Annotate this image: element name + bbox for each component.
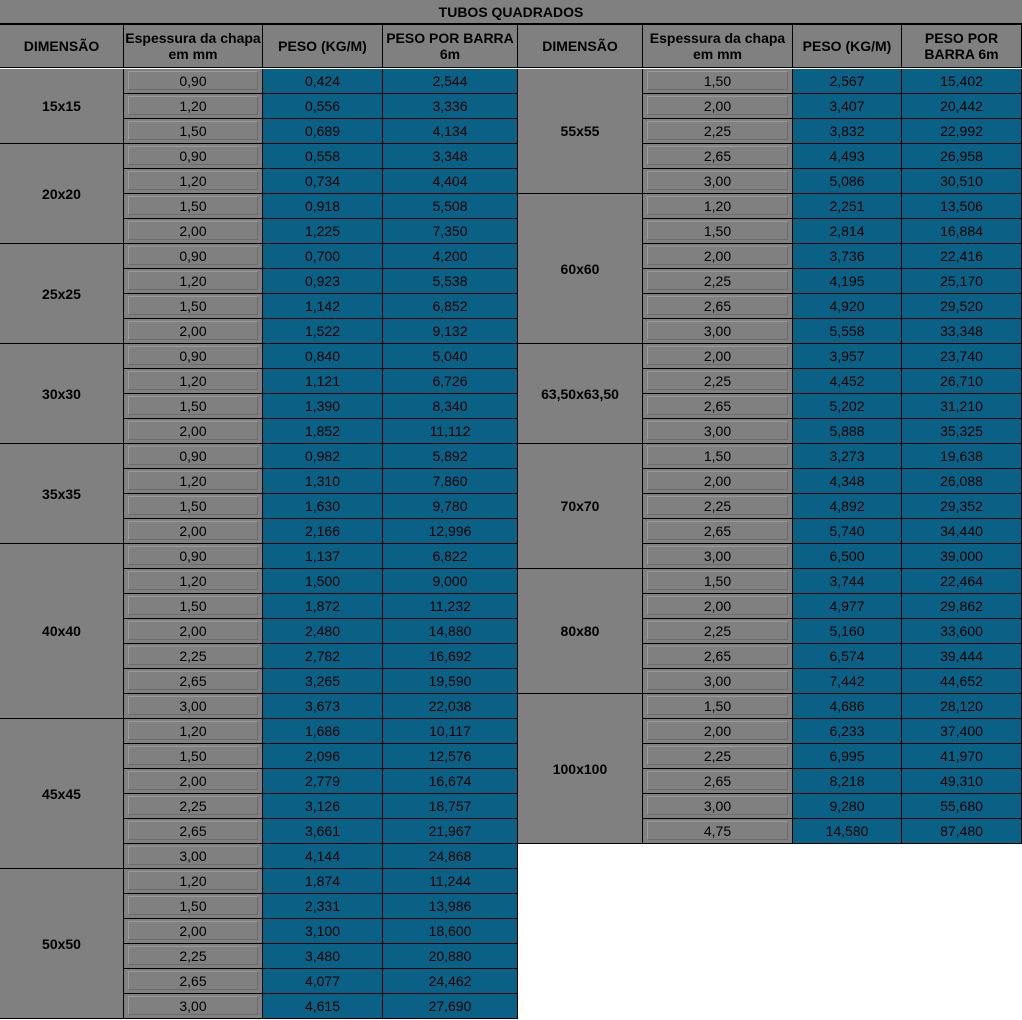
right-espessura-header: Espessura da chapa em mm — [643, 24, 793, 68]
peso-kg-m-cell: 6,995 — [793, 744, 902, 769]
espessura-value: 1,50 — [179, 123, 207, 139]
peso-barra-cell: 33,348 — [902, 319, 1022, 344]
peso-barra-cell: 37,400 — [902, 719, 1022, 744]
espessura-value: 1,50 — [179, 198, 207, 214]
peso-barra-cell: 4,134 — [383, 119, 518, 144]
espessura-value: 0,90 — [179, 548, 207, 564]
peso-kg-m-cell: 2,331 — [263, 894, 383, 919]
espessura-cell — [124, 394, 263, 419]
espessura-value: 1,20 — [179, 873, 207, 889]
dimension-cell: 60x60 — [518, 194, 643, 344]
espessura-cell — [643, 469, 793, 494]
espessura-value: 2,25 — [703, 273, 732, 289]
peso-kg-m-cell: 3,957 — [793, 344, 902, 369]
espessura-value: 2,00 — [179, 773, 207, 789]
espessura-value: 0,90 — [179, 73, 207, 89]
espessura-cell — [124, 969, 263, 994]
espessura-value: 2,00 — [179, 223, 207, 239]
espessura-value: 2,65 — [179, 673, 207, 689]
espessura-cell — [643, 69, 793, 94]
espessura-value: 1,20 — [179, 273, 207, 289]
peso-kg-m-cell: 4,195 — [793, 269, 902, 294]
peso-kg-m-cell: 0,923 — [263, 269, 383, 294]
peso-barra-cell: 26,958 — [902, 144, 1022, 169]
peso-kg-m-cell: 5,160 — [793, 619, 902, 644]
peso-barra-cell: 7,860 — [383, 469, 518, 494]
espessura-cell — [643, 419, 793, 444]
espessura-cell — [643, 144, 793, 169]
espessura-cell — [643, 744, 793, 769]
espessura-value: 2,65 — [179, 973, 207, 989]
peso-kg-m-cell: 8,218 — [793, 769, 902, 794]
espessura-cell — [124, 444, 263, 469]
espessura-cell — [643, 819, 793, 844]
espessura-cell — [643, 194, 793, 219]
peso-barra-cell: 34,440 — [902, 519, 1022, 544]
espessura-value: 1,20 — [179, 723, 207, 739]
espessura-value: 3,00 — [703, 798, 732, 814]
espessura-cell — [124, 769, 263, 794]
peso-kg-m-cell: 4,077 — [263, 969, 383, 994]
peso-kg-m-cell: 2,096 — [263, 744, 383, 769]
peso-barra-cell: 49,310 — [902, 769, 1022, 794]
espessura-cell — [643, 344, 793, 369]
espessura-value: 2,65 — [703, 648, 732, 664]
peso-kg-m-cell: 1,121 — [263, 369, 383, 394]
peso-barra-cell: 12,576 — [383, 744, 518, 769]
espessura-cell — [643, 719, 793, 744]
espessura-value: 2,65 — [703, 298, 732, 314]
espessura-value: 1,20 — [179, 473, 207, 489]
espessura-value: 2,65 — [703, 398, 732, 414]
espessura-cell — [124, 369, 263, 394]
espessura-value: 2,65 — [179, 823, 207, 839]
peso-barra-cell: 3,336 — [383, 94, 518, 119]
peso-kg-m-cell: 1,630 — [263, 494, 383, 519]
espessura-value: 0,90 — [179, 348, 207, 364]
peso-barra-cell: 28,120 — [902, 694, 1022, 719]
peso-kg-m-cell: 4,892 — [793, 494, 902, 519]
espessura-value: 3,00 — [703, 423, 732, 439]
espessura-value: 2,00 — [703, 348, 732, 364]
peso-barra-cell: 10,117 — [383, 719, 518, 744]
espessura-value: 3,00 — [703, 323, 732, 339]
espessura-cell — [124, 344, 263, 369]
left-espessura-header: Espessura da chapa em mm — [124, 24, 263, 68]
peso-kg-m-cell: 5,086 — [793, 169, 902, 194]
dimension-cell: 45x45 — [0, 719, 124, 869]
peso-kg-m-cell: 0,982 — [263, 444, 383, 469]
espessura-value: 1,50 — [703, 223, 732, 239]
peso-barra-cell: 5,508 — [383, 194, 518, 219]
espessura-cell — [643, 569, 793, 594]
espessura-cell — [643, 644, 793, 669]
left-dimensao-header: DIMENSÃO — [0, 24, 124, 68]
peso-kg-m-cell: 1,874 — [263, 869, 383, 894]
espessura-value: 1,20 — [703, 198, 732, 214]
espessura-value: 1,50 — [179, 748, 207, 764]
dimension-cell: 50x50 — [0, 869, 124, 1019]
espessura-cell — [124, 519, 263, 544]
peso-barra-cell: 33,600 — [902, 619, 1022, 644]
peso-kg-m-cell: 5,740 — [793, 519, 902, 544]
peso-kg-m-cell: 4,144 — [263, 844, 383, 869]
peso-barra-cell: 3,348 — [383, 144, 518, 169]
peso-kg-m-cell: 14,580 — [793, 819, 902, 844]
peso-barra-cell: 23,740 — [902, 344, 1022, 369]
peso-barra-cell: 22,992 — [902, 119, 1022, 144]
espessura-value: 4,75 — [703, 823, 732, 839]
peso-kg-m-cell: 3,744 — [793, 569, 902, 594]
dimension-cell: 15x15 — [0, 69, 124, 144]
espessura-value: 3,00 — [703, 548, 732, 564]
peso-barra-cell: 87,480 — [902, 819, 1022, 844]
peso-barra-cell: 41,970 — [902, 744, 1022, 769]
espessura-cell — [643, 294, 793, 319]
espessura-cell — [124, 69, 263, 94]
peso-barra-cell: 11,232 — [383, 594, 518, 619]
peso-kg-m-cell: 0,558 — [263, 144, 383, 169]
peso-kg-m-cell: 2,166 — [263, 519, 383, 544]
espessura-cell — [124, 419, 263, 444]
left-peso-barra-header: PESO POR BARRA 6m — [383, 24, 518, 68]
espessura-cell — [643, 669, 793, 694]
peso-kg-m-cell: 0,918 — [263, 194, 383, 219]
dimension-cell: 30x30 — [0, 344, 124, 444]
espessura-value: 2,65 — [703, 148, 732, 164]
espessura-cell — [643, 594, 793, 619]
espessura-value: 2,25 — [179, 798, 207, 814]
espessura-value: 1,50 — [179, 598, 207, 614]
espessura-cell — [643, 619, 793, 644]
espessura-cell — [124, 919, 263, 944]
peso-barra-cell: 2,544 — [383, 69, 518, 94]
peso-kg-m-cell: 3,100 — [263, 919, 383, 944]
espessura-cell — [124, 844, 263, 869]
peso-kg-m-cell: 2,567 — [793, 69, 902, 94]
peso-barra-cell: 5,892 — [383, 444, 518, 469]
espessura-cell — [643, 444, 793, 469]
peso-kg-m-cell: 5,888 — [793, 419, 902, 444]
espessura-value: 0,90 — [179, 148, 207, 164]
espessura-value: 3,00 — [179, 998, 207, 1014]
espessura-cell — [124, 319, 263, 344]
dimension-cell: 35x35 — [0, 444, 124, 544]
espessura-cell — [124, 994, 263, 1019]
peso-kg-m-cell: 0,424 — [263, 69, 383, 94]
espessura-value: 2,00 — [703, 248, 732, 264]
espessura-value: 1,20 — [179, 173, 207, 189]
peso-barra-cell: 39,444 — [902, 644, 1022, 669]
peso-barra-cell: 29,352 — [902, 494, 1022, 519]
espessura-cell — [124, 819, 263, 844]
espessura-value: 1,50 — [703, 448, 732, 464]
espessura-value: 1,20 — [179, 98, 207, 114]
peso-kg-m-cell: 4,493 — [793, 144, 902, 169]
peso-barra-cell: 5,040 — [383, 344, 518, 369]
peso-kg-m-cell: 4,920 — [793, 294, 902, 319]
peso-barra-cell: 22,038 — [383, 694, 518, 719]
peso-kg-m-cell: 0,734 — [263, 169, 383, 194]
espessura-value: 1,50 — [703, 698, 732, 714]
peso-kg-m-cell: 3,265 — [263, 669, 383, 694]
dimension-cell: 25x25 — [0, 244, 124, 344]
espessura-value: 1,50 — [179, 398, 207, 414]
espessura-value: 2,25 — [703, 498, 732, 514]
peso-barra-cell: 21,967 — [383, 819, 518, 844]
espessura-cell — [124, 719, 263, 744]
peso-kg-m-cell: 2,779 — [263, 769, 383, 794]
peso-kg-m-cell: 1,872 — [263, 594, 383, 619]
peso-barra-cell: 24,868 — [383, 844, 518, 869]
peso-kg-m-cell: 2,814 — [793, 219, 902, 244]
espessura-value: 0,90 — [179, 448, 207, 464]
peso-kg-m-cell: 5,202 — [793, 394, 902, 419]
peso-barra-cell: 12,996 — [383, 519, 518, 544]
peso-barra-cell: 16,884 — [902, 219, 1022, 244]
table-title: TUBOS QUADRADOS — [0, 0, 1022, 24]
espessura-cell — [643, 544, 793, 569]
peso-kg-m-cell: 3,480 — [263, 944, 383, 969]
espessura-cell — [643, 494, 793, 519]
espessura-value: 2,25 — [703, 623, 732, 639]
peso-barra-cell: 5,538 — [383, 269, 518, 294]
espessura-cell — [124, 169, 263, 194]
peso-kg-m-cell: 6,574 — [793, 644, 902, 669]
peso-barra-cell: 4,404 — [383, 169, 518, 194]
espessura-cell — [643, 519, 793, 544]
espessura-cell — [124, 619, 263, 644]
espessura-value: 1,50 — [703, 73, 732, 89]
espessura-value: 2,00 — [179, 323, 207, 339]
espessura-value: 2,25 — [703, 373, 732, 389]
espessura-value: 1,50 — [703, 573, 732, 589]
peso-kg-m-cell: 3,673 — [263, 694, 383, 719]
espessura-value: 2,25 — [179, 648, 207, 664]
peso-barra-cell: 9,000 — [383, 569, 518, 594]
espessura-cell — [643, 219, 793, 244]
peso-barra-cell: 16,674 — [383, 769, 518, 794]
espessura-value: 1,50 — [179, 298, 207, 314]
espessura-cell — [643, 94, 793, 119]
dimension-cell: 100x100 — [518, 694, 643, 844]
espessura-cell — [643, 169, 793, 194]
espessura-cell — [124, 794, 263, 819]
peso-barra-cell: 18,600 — [383, 919, 518, 944]
peso-barra-cell: 19,590 — [383, 669, 518, 694]
peso-kg-m-cell: 3,126 — [263, 794, 383, 819]
espessura-cell — [124, 894, 263, 919]
espessura-cell — [643, 319, 793, 344]
espessura-value: 2,25 — [179, 948, 207, 964]
espessura-cell — [124, 469, 263, 494]
peso-barra-cell: 19,638 — [902, 444, 1022, 469]
peso-barra-cell: 29,862 — [902, 594, 1022, 619]
peso-kg-m-cell: 2,251 — [793, 194, 902, 219]
dimension-cell: 80x80 — [518, 569, 643, 694]
espessura-cell — [124, 744, 263, 769]
espessura-cell — [124, 644, 263, 669]
peso-kg-m-cell: 2,480 — [263, 619, 383, 644]
peso-barra-cell: 14,880 — [383, 619, 518, 644]
espessura-value: 1,20 — [179, 373, 207, 389]
peso-kg-m-cell: 3,407 — [793, 94, 902, 119]
espessura-cell — [643, 119, 793, 144]
peso-barra-cell: 6,852 — [383, 294, 518, 319]
peso-barra-cell: 55,680 — [902, 794, 1022, 819]
espessura-value: 3,00 — [703, 173, 732, 189]
espessura-cell — [124, 694, 263, 719]
right-peso-barra-header: PESO POR BARRA 6m — [902, 24, 1022, 68]
espessura-cell — [124, 594, 263, 619]
espessura-value: 1,50 — [179, 898, 207, 914]
espessura-value: 1,50 — [179, 498, 207, 514]
peso-barra-cell: 29,520 — [902, 294, 1022, 319]
espessura-cell — [124, 494, 263, 519]
espessura-value: 2,00 — [703, 473, 732, 489]
espessura-cell — [124, 219, 263, 244]
peso-barra-cell: 22,464 — [902, 569, 1022, 594]
espessura-cell — [643, 794, 793, 819]
dimension-cell: 70x70 — [518, 444, 643, 569]
espessura-value: 3,00 — [703, 673, 732, 689]
espessura-cell — [124, 669, 263, 694]
espessura-cell — [124, 569, 263, 594]
espessura-cell — [124, 869, 263, 894]
espessura-cell — [643, 369, 793, 394]
espessura-value: 2,00 — [179, 923, 207, 939]
espessura-cell — [643, 769, 793, 794]
peso-kg-m-cell: 7,442 — [793, 669, 902, 694]
peso-barra-cell: 7,350 — [383, 219, 518, 244]
peso-kg-m-cell: 4,977 — [793, 594, 902, 619]
peso-kg-m-cell: 3,273 — [793, 444, 902, 469]
peso-kg-m-cell: 1,686 — [263, 719, 383, 744]
peso-barra-cell: 6,822 — [383, 544, 518, 569]
espessura-cell — [124, 119, 263, 144]
peso-kg-m-cell: 4,348 — [793, 469, 902, 494]
peso-barra-cell: 30,510 — [902, 169, 1022, 194]
peso-barra-cell: 24,462 — [383, 969, 518, 994]
peso-kg-m-cell: 6,233 — [793, 719, 902, 744]
peso-barra-cell: 4,200 — [383, 244, 518, 269]
espessura-cell — [124, 269, 263, 294]
espessura-cell — [124, 194, 263, 219]
espessura-value: 2,25 — [703, 123, 732, 139]
peso-barra-cell: 31,210 — [902, 394, 1022, 419]
peso-barra-cell: 6,726 — [383, 369, 518, 394]
peso-kg-m-cell: 0,840 — [263, 344, 383, 369]
peso-barra-cell: 26,710 — [902, 369, 1022, 394]
peso-kg-m-cell: 1,852 — [263, 419, 383, 444]
espessura-value: 2,00 — [703, 598, 732, 614]
peso-kg-m-cell: 9,280 — [793, 794, 902, 819]
peso-barra-cell: 11,244 — [383, 869, 518, 894]
peso-kg-m-cell: 1,310 — [263, 469, 383, 494]
espessura-value: 2,00 — [179, 523, 207, 539]
peso-barra-cell: 20,442 — [902, 94, 1022, 119]
peso-barra-cell: 15,402 — [902, 69, 1022, 94]
espessura-value: 2,00 — [703, 723, 732, 739]
espessura-cell — [124, 544, 263, 569]
peso-kg-m-cell: 6,500 — [793, 544, 902, 569]
peso-kg-m-cell: 1,137 — [263, 544, 383, 569]
peso-kg-m-cell: 1,142 — [263, 294, 383, 319]
peso-kg-m-cell: 0,700 — [263, 244, 383, 269]
espessura-value: 2,25 — [703, 748, 732, 764]
peso-kg-m-cell: 4,686 — [793, 694, 902, 719]
peso-kg-m-cell: 3,832 — [793, 119, 902, 144]
peso-kg-m-cell: 1,522 — [263, 319, 383, 344]
peso-barra-cell: 13,986 — [383, 894, 518, 919]
peso-barra-cell: 9,780 — [383, 494, 518, 519]
peso-kg-m-cell: 0,556 — [263, 94, 383, 119]
peso-barra-cell: 25,170 — [902, 269, 1022, 294]
peso-kg-m-cell: 4,615 — [263, 994, 383, 1019]
espessura-value: 3,00 — [179, 848, 207, 864]
espessura-value: 2,00 — [179, 423, 207, 439]
espessura-cell — [643, 269, 793, 294]
left-peso-kg-m-header: PESO (KG/M) — [263, 24, 383, 68]
peso-kg-m-cell: 2,782 — [263, 644, 383, 669]
peso-barra-cell: 11,112 — [383, 419, 518, 444]
right-dimensao-header: DIMENSÃO — [518, 24, 643, 68]
peso-barra-cell: 9,132 — [383, 319, 518, 344]
espessura-value: 3,00 — [179, 698, 207, 714]
peso-barra-cell: 18,757 — [383, 794, 518, 819]
espessura-value: 1,20 — [179, 573, 207, 589]
peso-barra-cell: 26,088 — [902, 469, 1022, 494]
peso-barra-cell: 20,880 — [383, 944, 518, 969]
espessura-value: 2,00 — [703, 98, 732, 114]
peso-barra-cell: 27,690 — [383, 994, 518, 1019]
espessura-value: 2,65 — [703, 773, 732, 789]
peso-kg-m-cell: 1,500 — [263, 569, 383, 594]
espessura-cell — [124, 244, 263, 269]
peso-kg-m-cell: 1,225 — [263, 219, 383, 244]
dimension-cell: 40x40 — [0, 544, 124, 719]
espessura-value: 2,00 — [179, 623, 207, 639]
peso-kg-m-cell: 4,452 — [793, 369, 902, 394]
espessura-cell — [643, 694, 793, 719]
espessura-value: 0,90 — [179, 248, 207, 264]
peso-kg-m-cell: 1,390 — [263, 394, 383, 419]
peso-barra-cell: 39,000 — [902, 544, 1022, 569]
peso-barra-cell: 44,652 — [902, 669, 1022, 694]
peso-barra-cell: 22,416 — [902, 244, 1022, 269]
peso-barra-cell: 16,692 — [383, 644, 518, 669]
peso-barra-cell: 8,340 — [383, 394, 518, 419]
espessura-cell — [124, 144, 263, 169]
peso-kg-m-cell: 5,558 — [793, 319, 902, 344]
espessura-cell — [124, 944, 263, 969]
espessura-value: 2,65 — [703, 523, 732, 539]
espessura-cell — [643, 244, 793, 269]
right-peso-kg-m-header: PESO (KG/M) — [793, 24, 902, 68]
peso-kg-m-cell: 3,661 — [263, 819, 383, 844]
dimension-cell: 20x20 — [0, 144, 124, 244]
peso-barra-cell: 13,506 — [902, 194, 1022, 219]
peso-kg-m-cell: 0,689 — [263, 119, 383, 144]
dimension-cell: 63,50x63,50 — [518, 344, 643, 444]
dimension-cell: 55x55 — [518, 69, 643, 194]
peso-barra-cell: 35,325 — [902, 419, 1022, 444]
espessura-cell — [124, 94, 263, 119]
espessura-cell — [124, 294, 263, 319]
espessura-cell — [643, 394, 793, 419]
peso-kg-m-cell: 3,736 — [793, 244, 902, 269]
